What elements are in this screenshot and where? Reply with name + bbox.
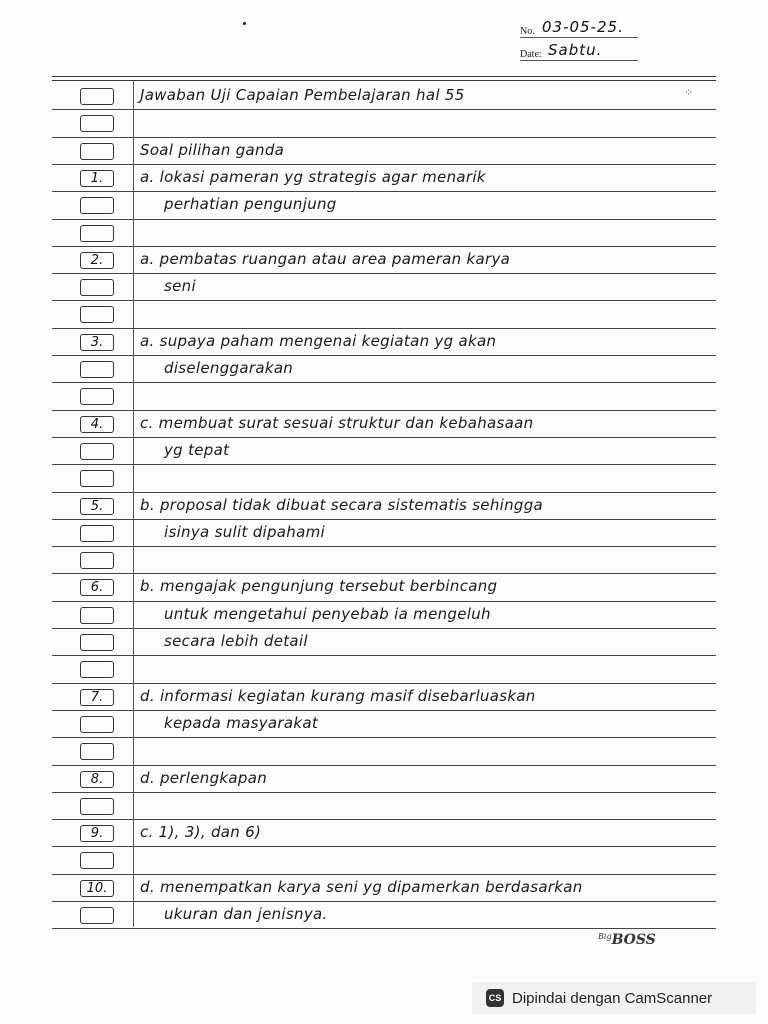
rule-line [52,928,716,929]
number-box: 8. [80,771,114,788]
answer-line-text: a. lokasi pameran yg strategis agar menarik [140,168,486,186]
margin-line [133,80,134,927]
answer-line-text: c. 1), 3), dan 6) [140,823,262,841]
number-box [80,306,114,323]
number-box [80,525,114,542]
rule-line [52,164,716,165]
number-box [80,88,114,105]
rule-line [52,437,716,438]
rule-line [52,246,716,247]
answer-line-text: ukuran dan jenisnya. [164,905,328,923]
top-rule [52,76,716,77]
answer-line-text: d. informasi kegiatan kurang masif disebarluaskan [140,687,536,705]
rule-line [52,137,716,138]
rule-line [52,655,716,656]
rule-line [52,109,716,110]
rule-line [52,464,716,465]
number-box: 10. [80,880,114,897]
number-box: 4. [80,416,114,433]
number-box [80,798,114,815]
answer-line-text: perhatian pengunjung [164,195,337,213]
brand-name: BOSS [611,932,656,948]
answer-line-text: a. supaya paham mengenai kegiatan yg akan [140,332,497,350]
answer-line-text: diselenggarakan [164,359,294,377]
number-box: 2. [80,252,114,269]
answer-line-text: Jawaban Uji Capaian Pembelajaran hal 55 [140,86,465,104]
number-box [80,716,114,733]
rule-line [52,901,716,902]
notebook-brand-logo [598,932,656,948]
number-box [80,115,114,132]
rule-line [52,683,716,684]
rule-line [52,546,716,547]
answer-line-text: b. proposal tidak dibuat secara sistematis sehingga [140,496,544,514]
rule-line [52,410,716,411]
answer-line-text: isinya sulit dipahami [164,523,325,541]
camscanner-icon: CS [486,989,504,1007]
rule-line [52,328,716,329]
date-underline [520,60,638,61]
number-box [80,388,114,405]
rule-line [52,300,716,301]
corner-mark-icon: ⁘ [684,86,694,99]
number-underline [520,37,638,38]
number-box [80,361,114,378]
answer-line-text: yg tepat [164,441,230,459]
number-box [80,743,114,760]
number-box [80,607,114,624]
answer-line-text: kepada masyarakat [164,714,319,732]
rule-line [52,874,716,875]
rule-line [52,737,716,738]
number-box [80,907,114,924]
number-value: 03-05-25. [542,18,624,36]
number-box: 1. [80,170,114,187]
answer-line-text: a. pembatas ruangan atau area pameran karya [140,250,511,268]
ink-dot [243,22,246,25]
rule-line [52,382,716,383]
rule-line [52,846,716,847]
answer-line-text: d. perlengkapan [140,769,267,787]
number-box [80,279,114,296]
camscanner-text: Dipindai dengan CamScanner [512,989,713,1007]
number-box: 6. [80,579,114,596]
rule-line [52,765,716,766]
rule-line [52,519,716,520]
rule-line [52,492,716,493]
number-box [80,852,114,869]
rule-line [52,355,716,356]
answer-line-text: seni [164,277,196,295]
top-rule [52,80,716,81]
number-box: 7. [80,689,114,706]
camscanner-watermark [472,982,756,1014]
number-box [80,470,114,487]
rule-line [52,792,716,793]
answer-line-text: d. menempatkan karya seni yg dipamerkan berdasarkan [140,878,583,896]
number-box: 9. [80,825,114,842]
rule-line [52,601,716,602]
answer-line-text: b. mengajak pengunjung tersebut berbincang [140,577,498,595]
answer-line-text: c. membuat surat sesuai struktur dan kebahasaan [140,414,534,432]
number-label: No. [520,26,535,37]
answer-line-text: Soal pilihan ganda [140,141,285,159]
date-label: Date: [520,49,542,60]
answer-line-text: untuk mengetahui penyebab ia mengeluh [164,605,491,623]
number-box [80,552,114,569]
number-box [80,634,114,651]
rule-line [52,573,716,574]
brand-prefix: Big [598,932,612,941]
number-box: 5. [80,498,114,515]
number-box [80,143,114,160]
rule-line [52,273,716,274]
rule-line [52,219,716,220]
rule-line [52,191,716,192]
answer-line-text: secara lebih detail [164,632,308,650]
number-box [80,443,114,460]
number-box [80,225,114,242]
number-box [80,661,114,678]
number-box: 3. [80,334,114,351]
date-value: Sabtu. [548,41,603,59]
rule-line [52,628,716,629]
number-box [80,197,114,214]
rule-line [52,710,716,711]
rule-line [52,819,716,820]
